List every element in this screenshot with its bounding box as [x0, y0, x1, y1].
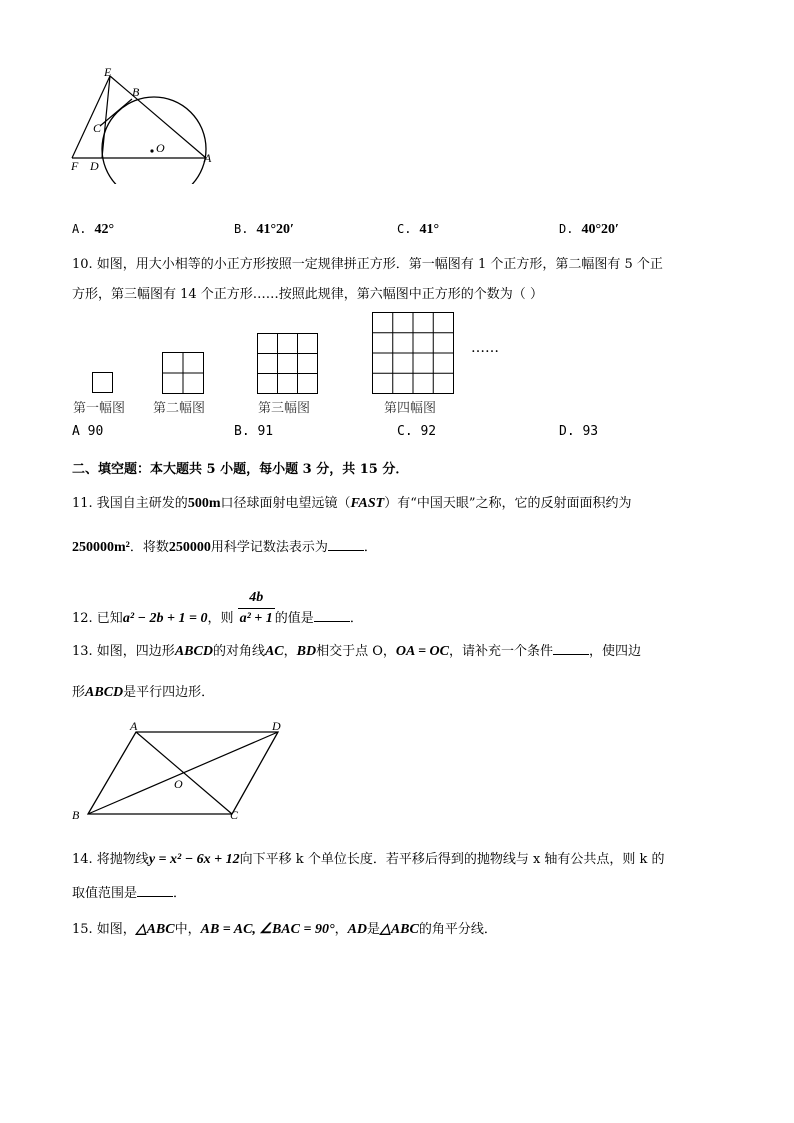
q11-line-1: 11. 我国自主研发的500m口径球面射电望远镜（FAST）有“中国天眼”之称，它的反射面面积约为	[72, 496, 632, 511]
q10-figure-3	[257, 333, 319, 395]
q12-line: 12. 已知a² − 2b + 1 = 0，则 $\frac{4b}{\text{a² + 1}}$ 的值是 ．	[72, 598, 732, 639]
q10-caption-2: 第二幅图	[153, 401, 206, 416]
q10-figure-1	[92, 372, 114, 394]
label-D: D	[90, 159, 99, 173]
q9-figure	[68, 64, 228, 184]
q14-answer-blank[interactable]	[137, 882, 173, 897]
q10-option-a: A 90	[72, 424, 104, 439]
label-B: B	[72, 808, 80, 822]
q10-caption-3: 第三幅图	[258, 401, 311, 416]
q13-figure	[68, 718, 294, 828]
q9-option-d: D. 40°20′	[559, 222, 619, 237]
q14-line-1: 14. 将抛物线y = x² − 6x + 12向下平移 k 个单位长度．若平移后得到的抛物线与 x 轴有公共点，则 k 的	[72, 852, 665, 867]
q11-answer-blank[interactable]	[328, 536, 364, 551]
q10-option-d: D. 93	[559, 424, 599, 439]
q15-line: 15. 如图，△ABC中，AB = AC, ∠BAC = 90°，AD是△ABC的角平分线．	[72, 922, 497, 937]
label-C: C	[93, 121, 102, 135]
q11-line-2: 250000m²．将数250000用科学记数法表示为 ．	[72, 536, 732, 558]
q10-caption-1: 第一幅图	[73, 401, 126, 416]
q10-option-c: C. 92	[397, 424, 437, 439]
label-E: E	[104, 65, 112, 79]
label-F: F	[71, 159, 79, 173]
q12-fraction: $\frac{4b}{\text{a² + 1}}$	[239, 590, 273, 626]
q10-line-1: 10. 如图，用大小相等的小正方形按照一定规律拼正方形．第一幅图有 1 个正方形，第二幅图有 5 个正	[72, 257, 663, 272]
q9-option-a: A. 42°	[72, 222, 115, 237]
q12-answer-blank[interactable]	[314, 607, 350, 622]
label-O: O	[174, 777, 183, 791]
q10-figure-4	[372, 312, 455, 395]
q10-caption-4: 第四幅图	[384, 401, 437, 416]
q13-line-2: 形ABCD是平行四边形．	[72, 685, 215, 700]
q14-line-2: 取值范围是 ．	[72, 882, 732, 904]
q10-line-2: 方形，第三幅图有 14 个正方形……按照此规律，第六幅图中正方形的个数为（ ）	[72, 287, 543, 302]
q10-option-b: B. 91	[234, 424, 274, 439]
label-A: A	[204, 151, 212, 165]
label-B: B	[132, 85, 140, 99]
label-C: C	[230, 808, 239, 822]
q10-ellipsis: ……	[471, 340, 499, 356]
label-D: D	[272, 719, 281, 733]
q9-option-b: B. 41°20′	[234, 222, 294, 237]
q13-answer-blank[interactable]	[553, 640, 589, 655]
label-O: O	[156, 141, 165, 155]
q13-line-1: 13. 如图，四边形ABCD的对角线AC，BD相交于点 O，OA = OC，请补充一个条件 ，使四边	[72, 640, 732, 662]
label-A: A	[130, 719, 138, 733]
q10-figure-2	[162, 352, 205, 395]
section-title: 二、填空题：本大题共 5 小题，每小题 3 分，共 15 分．	[72, 462, 409, 477]
q9-option-c: C. 41°	[397, 222, 440, 237]
